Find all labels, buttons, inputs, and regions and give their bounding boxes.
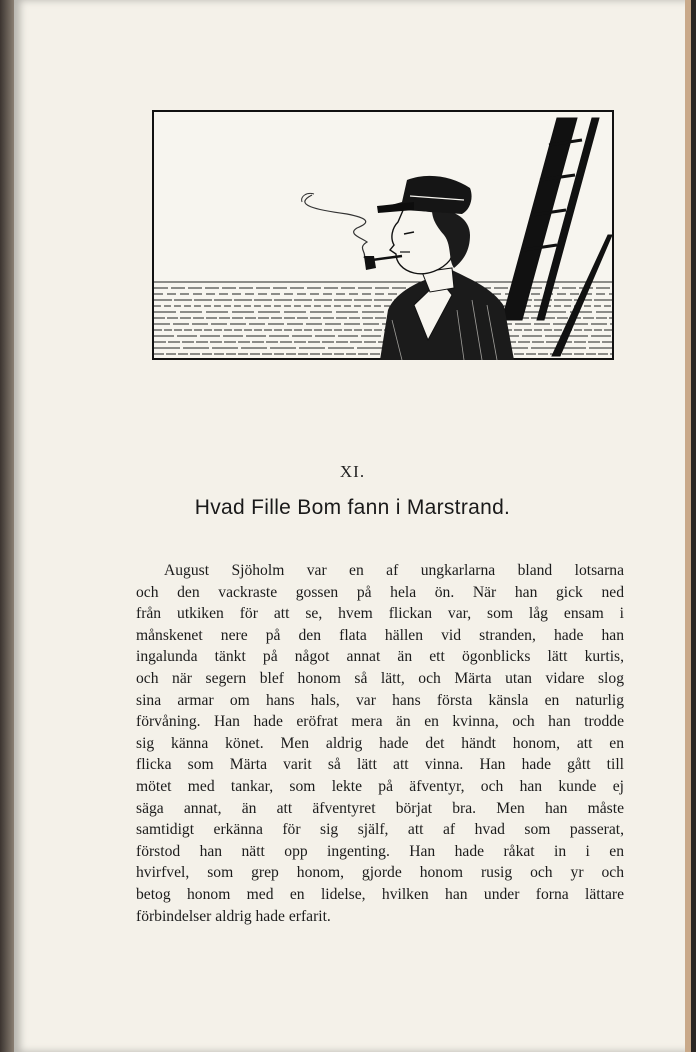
text-line: hvirfvel, som grep honom, gjorde honom rusig och yr och (136, 864, 624, 882)
text-line: samtidigt erkänna för sig själf, att af hvad som passerat, (136, 821, 624, 839)
text-line: sina armar om hans hals, var hans första känsla en naturlig (136, 691, 624, 709)
page-edge (685, 0, 691, 1052)
text-line: förstod han nätt opp ingenting. Han hade råkat in i en (136, 842, 624, 860)
chapter-title: Hvad Fille Bom fann i Marstrand. (194, 496, 511, 519)
book-spine-shadow (0, 0, 14, 1052)
chapter-body-text (136, 560, 624, 927)
text-line: förbindelser aldrig hade erfarit. (136, 907, 331, 925)
chapter-number: XI. (339, 462, 366, 481)
text-line: flicka som Märta varit så lätt att vinna. Han hade gått till (136, 756, 624, 774)
text-line: sig känna könet. Men aldrig hade det händt honom, att en (136, 734, 624, 752)
text-line: och när segern blef honom så lätt, och Märta utan vidare slog (136, 669, 624, 687)
sailor-with-pipe-illustration (152, 110, 614, 360)
text-line: betog honom med en lidelse, hvilken han under forna lättare (136, 885, 624, 903)
text-line: förvåning. Han hade eröfrat mera än en kvinna, och han trodde (136, 713, 624, 731)
text-line: från utkiken för att se, hvem flickan var, som låg ensam i (136, 605, 624, 623)
text-line: ingalunda tänkt på något annat än ett ögonblicks lätt kurtis, (136, 648, 624, 666)
text-line: och den vackraste gossen på hela ön. När han gick ned (136, 583, 624, 601)
text-line: månskenet nere på den flata hällen vid stranden, hade han (136, 626, 624, 644)
book-page (14, 0, 691, 1052)
text-line: säga annat, än att äfventyret börjat bra. Men han måste (136, 799, 624, 817)
text-line: mötet med tankar, som lekte på äfventyr, och han kunde ej (136, 777, 624, 795)
text-line: August Sjöholm var en af ungkarlarna bland lotsarna (164, 562, 624, 579)
